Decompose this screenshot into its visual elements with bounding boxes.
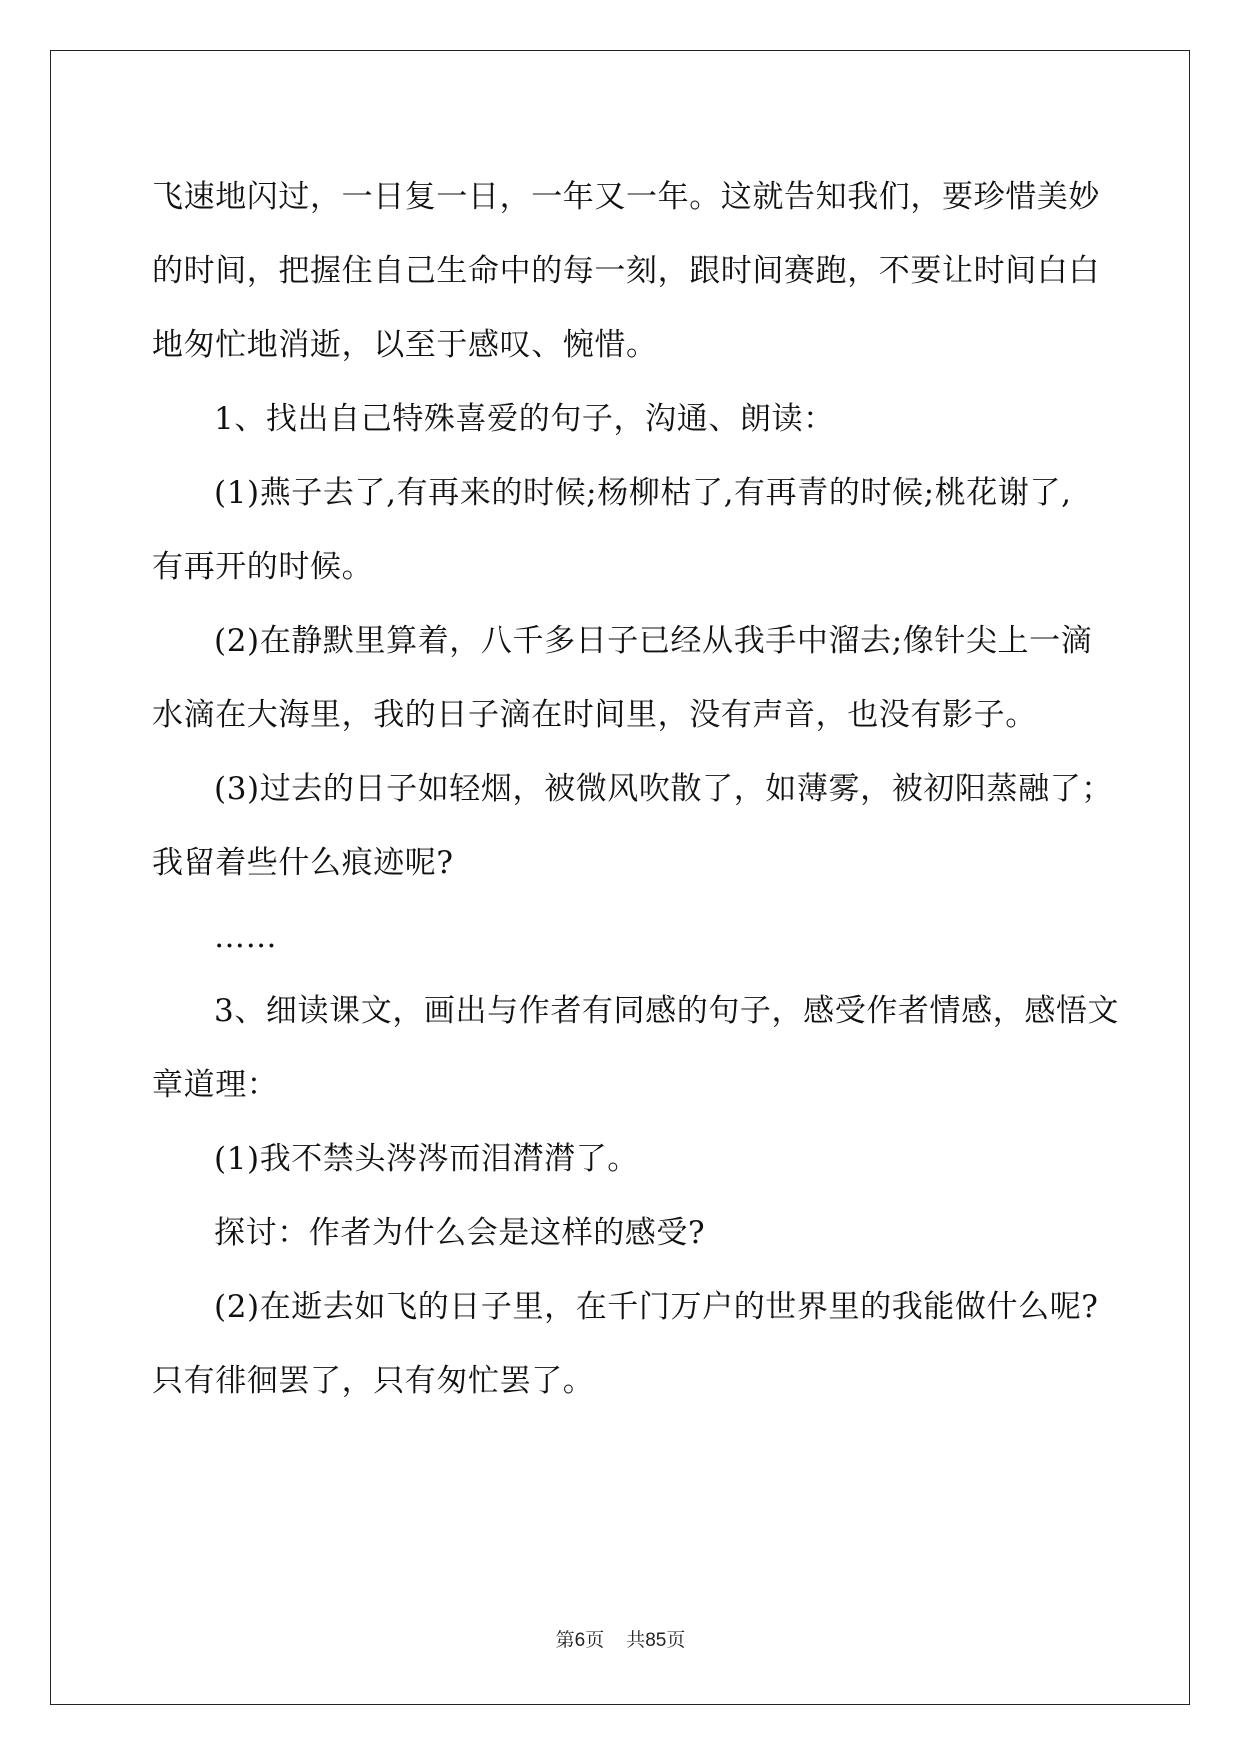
ellipsis-line: …… — [214, 919, 278, 955]
total-suffix: 页 — [666, 1629, 686, 1651]
text-line: 只有徘徊罢了，只有匆忙罢了。 — [152, 1363, 595, 1399]
text-line: 章道理： — [152, 1067, 279, 1103]
text-line: 飞速地闪过，一日复一日，一年又一年。这就告知我们，要珍惜美妙 — [152, 179, 1100, 215]
text-line: 水滴在大海里，我的日子滴在时间里，没有声音，也没有影子。 — [152, 697, 1037, 733]
quote-item: (1)我不禁头涔涔而泪潸潸了。 — [214, 1141, 639, 1177]
document-body — [152, 160, 1120, 1418]
text-line: 我留着些什么痕迹呢? — [152, 845, 454, 881]
total-prefix: 共 — [626, 1629, 646, 1651]
total-pages: 85 — [645, 1630, 667, 1651]
text-line: 的时间，把握住自己生命中的每一刻，跟时间赛跑，不要让时间白白 — [152, 253, 1100, 289]
discussion-line: 探讨：作者为什么会是这样的感受? — [214, 1215, 706, 1251]
quote-item: (2)在静默里算着，八千多日子已经从我手中溜去;像针尖上一滴 — [214, 623, 1093, 659]
page-footer — [0, 1628, 1241, 1653]
quote-item: (3)过去的日子如轻烟，被微风吹散了，如薄雾，被初阳蒸融了； — [214, 771, 1113, 807]
section-heading: 1、找出自己特殊喜爱的句子，沟通、朗读： — [214, 401, 835, 437]
text-line: 地匆忙地消逝，以至于感叹、惋惜。 — [152, 327, 658, 363]
page-suffix: 页 — [585, 1629, 605, 1651]
text-line: 有再开的时候。 — [152, 549, 374, 585]
quote-item: (1)燕子去了,有再来的时候;杨柳枯了,有再青的时候;桃花谢了, — [214, 475, 1072, 511]
quote-item: (2)在逝去如飞的日子里，在千门万户的世界里的我能做什么呢? — [214, 1289, 1099, 1325]
page-number: 6 — [574, 1630, 586, 1651]
page-prefix: 第 — [555, 1629, 575, 1651]
section-heading: 3、细读课文，画出与作者有同感的句子，感受作者情感，感悟文 — [214, 993, 1120, 1029]
